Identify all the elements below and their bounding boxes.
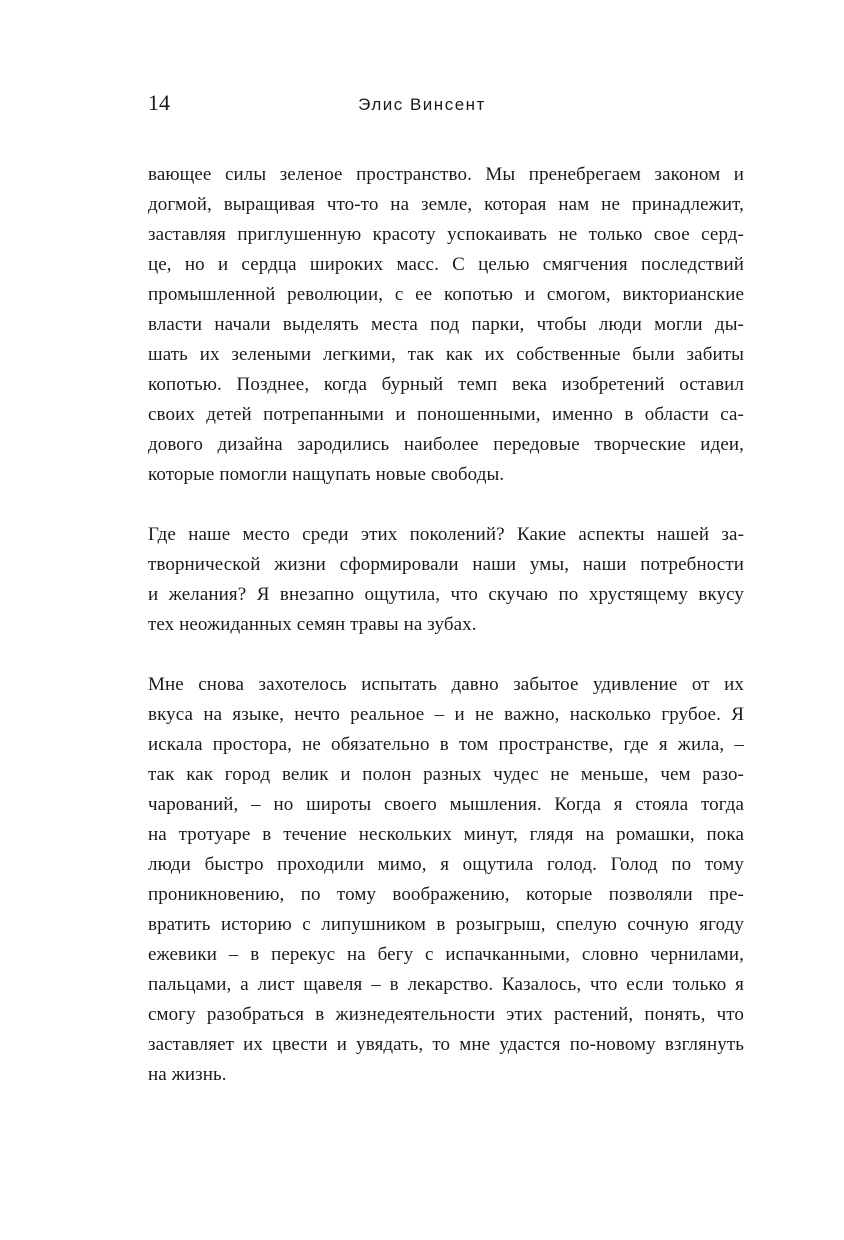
text-line: смогу разобраться в жизнедеятельности этих растений, понять, что: [148, 1004, 744, 1025]
text-line: промышленной революции, с ее копотью и смогом, викторианские: [148, 284, 744, 305]
text-line: догмой, выращивая что-то на земле, которая нам не принадлежит,: [148, 194, 744, 215]
paragraph-2: [148, 520, 744, 640]
text-line: шать их зелеными легкими, так как их собственные были забиты: [148, 344, 744, 365]
text-line: дового дизайна зародились наиболее передовые творческие идеи,: [148, 434, 744, 455]
text-line: тех неожиданных семян травы на зубах.: [148, 614, 477, 635]
paragraph-1: [148, 160, 744, 490]
text-line: вкуса на языке, нечто реальное – и не важно, насколько грубое. Я: [148, 704, 744, 725]
text-line: це, но и сердца широких масс. С целью смягчения последствий: [148, 254, 744, 275]
paragraph-3: [148, 670, 744, 1090]
text-line: Мне снова захотелось испытать давно забытое удивление от их: [148, 674, 744, 695]
text-line: копотью. Позднее, когда бурный темп века изобретений оставил: [148, 374, 744, 395]
text-line: на жизнь.: [148, 1064, 227, 1085]
text-line: заставляет их цвести и увядать, то мне удастся по-новому взглянуть: [148, 1034, 744, 1055]
text-line: вратить историю с липушником в розыгрыш, спелую сочную ягоду: [148, 914, 744, 935]
text-line: заставляя приглушенную красоту успокаивать не только свое серд-: [148, 224, 744, 245]
text-line: пальцами, а лист щавеля – в лекарство. Казалось, что если только я: [148, 974, 744, 995]
text-line: своих детей потрепанными и поношенными, именно в области са-: [148, 404, 744, 425]
text-line: так как город велик и полон разных чудес не меньше, чем разо-: [148, 764, 744, 785]
text-line: которые помогли нащупать новые свободы.: [148, 464, 505, 485]
page-number: 14: [148, 90, 170, 115]
text-line: Где наше место среди этих поколений? Какие аспекты нашей за-: [148, 524, 744, 545]
text-line: на тротуаре в течение нескольких минут, глядя на ромашки, пока: [148, 824, 744, 845]
text-line: чарований, – но широты своего мышления. Когда я стояла тогда: [148, 794, 744, 815]
text-line: проникновению, по тому воображению, которые позволяли пре-: [148, 884, 744, 905]
text-line: вающее силы зеленое пространство. Мы пренебрегаем законом и: [148, 164, 744, 185]
text-line: власти начали выделять места под парки, чтобы люди могли ды-: [148, 314, 744, 335]
text-line: искала простора, не обязательно в том пространстве, где я жила, –: [148, 734, 744, 755]
text-line: и желания? Я внезапно ощутила, что скучаю по хрустящему вкусу: [148, 584, 744, 605]
text-line: творнической жизни сформировали наши умы, наши потребности: [148, 554, 744, 575]
running-head: Элис Винсент: [358, 95, 486, 114]
text-line: люди быстро проходили мимо, я ощутила голод. Голод по тому: [148, 854, 744, 875]
text-line: ежевики – в перекус на бегу с испачканными, словно чернилами,: [148, 944, 744, 965]
body-text: [148, 160, 744, 1090]
